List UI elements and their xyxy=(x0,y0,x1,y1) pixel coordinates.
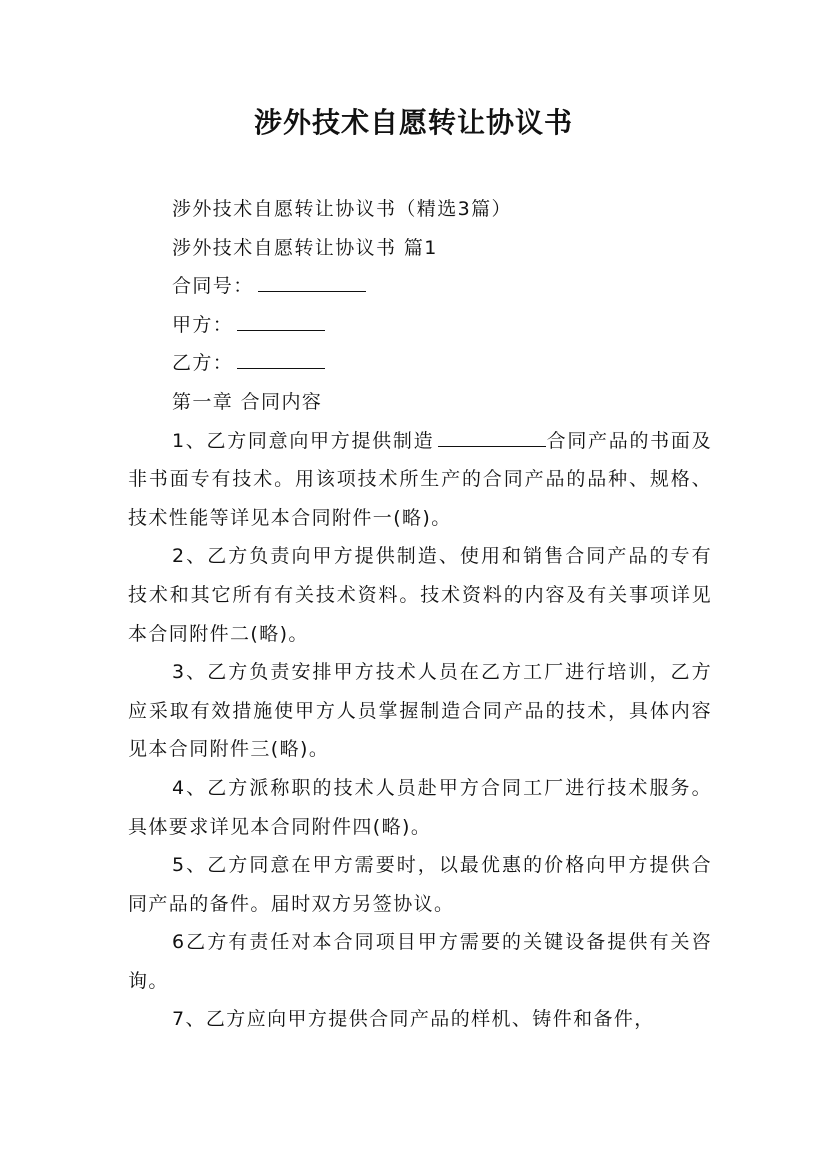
clause-1-blank xyxy=(438,424,546,447)
clause-3: 3、乙方负责安排甲方技术人员在乙方工厂进行培训，乙方应采取有效措施使甲方人员掌握制造合同产品的技术，具体内容见本合同附件三(略)。 xyxy=(128,661,712,761)
party-a-blank xyxy=(237,308,325,331)
section-heading: 涉外技术自愿转让协议书 篇1 xyxy=(172,236,438,259)
party-b-line xyxy=(128,344,712,383)
contract-number-label: 合同号： xyxy=(172,275,254,298)
clause-1-end: 合同产品的书面及非书面专有技术。用该项技术所生产的合同产品的品种、规格、技术性能等详见本合同附件一(略)。 xyxy=(128,429,713,529)
contract-number-blank xyxy=(258,269,366,292)
clause-4: 4、乙方派称职的技术人员赴甲方合同工厂进行技术服务。具体要求详见本合同附件四(略)。 xyxy=(128,776,712,838)
clause-6: 6乙方有责任对本合同项目甲方需要的关键设备提供有关咨询。 xyxy=(128,931,712,992)
party-a-line xyxy=(128,306,712,345)
contract-number-line xyxy=(128,267,712,306)
document-title: 涉外技术自愿转让协议书 xyxy=(253,106,573,139)
clause-2: 2、乙方负责向甲方提供制造、使用和销售合同产品的专有技术和其它所有有关技术资料。技术资料的内容及有关事项详见本合同附件二(略)。 xyxy=(128,545,712,645)
clause-7: 7、乙方应向甲方提供合同产品的样机、铸件和备件， xyxy=(172,1008,655,1031)
clause-1 xyxy=(128,422,712,538)
party-a-label: 甲方： xyxy=(172,313,234,336)
chapter-heading: 第一章 合同内容 xyxy=(172,390,323,413)
document-body xyxy=(128,190,712,1039)
party-b-label: 乙方： xyxy=(172,352,234,375)
party-b-blank xyxy=(237,346,325,369)
clause-1-start: 1、乙方同意向甲方提供制造 xyxy=(172,429,435,452)
clause-5: 5、乙方同意在甲方需要时，以最优惠的价格向甲方提供合同产品的备件。届时双方另签协议。 xyxy=(128,854,712,915)
subtitle: 涉外技术自愿转让协议书（精选3篇） xyxy=(172,198,512,220)
